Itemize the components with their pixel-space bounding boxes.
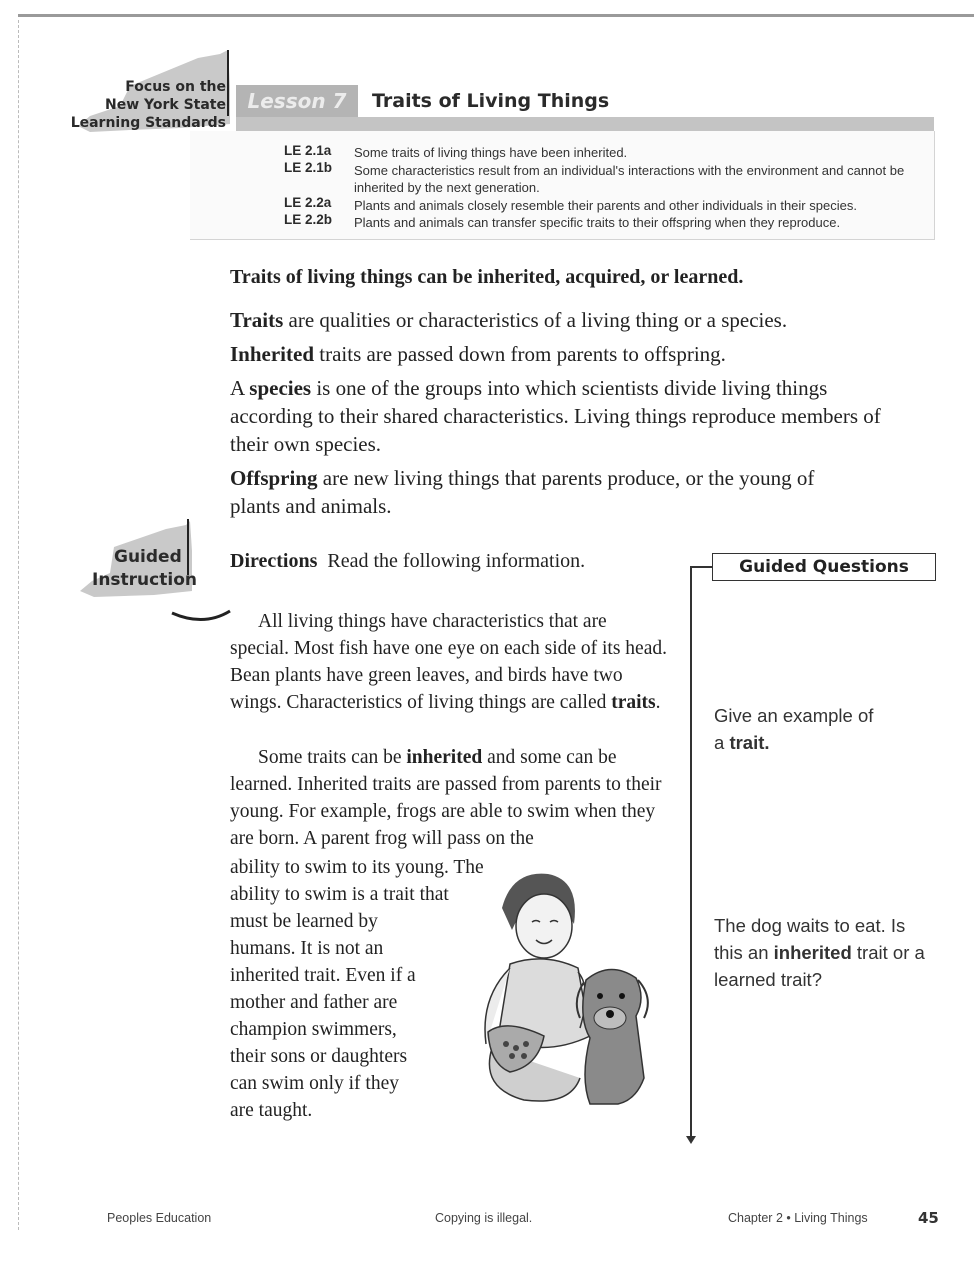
guided-instruction-badge [80,546,210,592]
footer-copyright: Copying is illegal. [435,1211,533,1225]
term: Inherited [230,342,314,366]
standard-code: LE 2.2a [284,195,332,210]
guided-line-2: Instruction [92,570,197,590]
definition-inherited [230,340,910,368]
directions-text: Read the following information. [327,550,586,572]
questions-connector-tick [690,566,712,568]
question-2 [714,912,934,993]
period: . [655,692,661,713]
body-line: their sons or daughters [230,1046,408,1067]
body-line: ability to swim is a trait that [230,884,449,905]
paragraph-text: Some traits can be [258,747,407,768]
body-line: inherited trait. Even if a [230,965,416,986]
footer-chapter: Chapter 2 • Living Things [728,1211,868,1225]
question-text: The dog waits to eat. Is this an [714,915,906,963]
definition-species [230,374,890,458]
paragraph-text: All living things have characteristics that are special. Most fish have one eye on each side of its head. Bean plants have green leaves, and birds have two wings. Characteristics of living things are called [230,611,667,713]
standard-code: LE 2.2b [284,212,333,227]
definition: are new living things that parents produce, or the young of plants and animals. [230,466,815,518]
questions-connector-line [690,566,692,1138]
term: Traits [230,308,284,332]
focus-line-3: Learning Standards [70,115,226,131]
body-line: must be learned by [230,911,378,932]
prefix: A [230,376,250,400]
definition: traits are passed down from parents to offspring. [314,342,726,366]
directions [230,550,585,573]
standard-code: LE 2.1a [284,143,332,158]
question-term: inherited [773,942,852,963]
standard-code: LE 2.1b [284,160,333,175]
footer-publisher: Peoples Education [107,1211,212,1225]
page-number: 45 [918,1209,939,1227]
directions-label: Directions [230,550,318,572]
question-text: Give an example of a [714,705,874,753]
body-line: mother and father are [230,992,398,1013]
lesson-number-tab: Lesson 7 [236,85,358,117]
body-line: ability to swim to its young. The [230,857,484,878]
definition-offspring [230,464,860,520]
page-edge [18,20,20,1230]
standard-text: Plants and animals closely resemble their parents and other individuals in their species. [354,198,857,213]
lesson-title: Traits of Living Things [372,90,610,112]
focus-line-1: Focus on the [125,79,226,95]
body-line: humans. It is not an [230,938,384,959]
top-rule [18,14,974,17]
standard-text: Some traits of living things have been inherited. [354,145,628,160]
definition: is one of the groups into which scientists divide living things according to their shared characteristics. Living things reproduce members of their own species. [230,376,881,456]
guided-questions-header: Guided Questions [712,553,936,581]
guided-line-1: Guided [114,547,182,567]
body-line: are taught. [230,1100,313,1121]
question-1 [714,702,884,756]
question-term: trait. [729,732,770,753]
paragraph-text: and some can be learned. Inherited traits are passed from parents to their young. For example, frogs are able to swim when they are born. A parent frog will pass on the [230,747,662,849]
question-text: trait or a learned trait? [714,942,925,990]
body-paragraph-2 [230,744,670,852]
focus-standards-badge [70,78,226,132]
body-line: champion swimmers, [230,1019,397,1040]
intro-heading: Traits of living things can be inherited, acquired, or learned. [230,266,744,288]
term: species [249,376,312,400]
term: Offspring [230,466,318,490]
body-line: can swim only if they [230,1073,399,1094]
header-bar [236,117,934,131]
arrow-down-icon [684,1134,698,1146]
term-traits: traits [611,692,656,713]
definition: are qualities or characteristics of a living thing or a species. [283,308,788,332]
standard-text: Some characteristics result from an individual's interactions with the environment and cannot be inherited by the next generation. [354,163,905,195]
term-inherited: inherited [406,747,483,768]
standard-text: Plants and animals can transfer specific traits to their offspring when they reproduce. [354,215,841,230]
focus-line-2: New York State [105,97,226,113]
body-paragraph-1 [230,608,670,716]
definition-traits [230,306,910,334]
girl-feeding-dog-illustration [440,868,675,1118]
